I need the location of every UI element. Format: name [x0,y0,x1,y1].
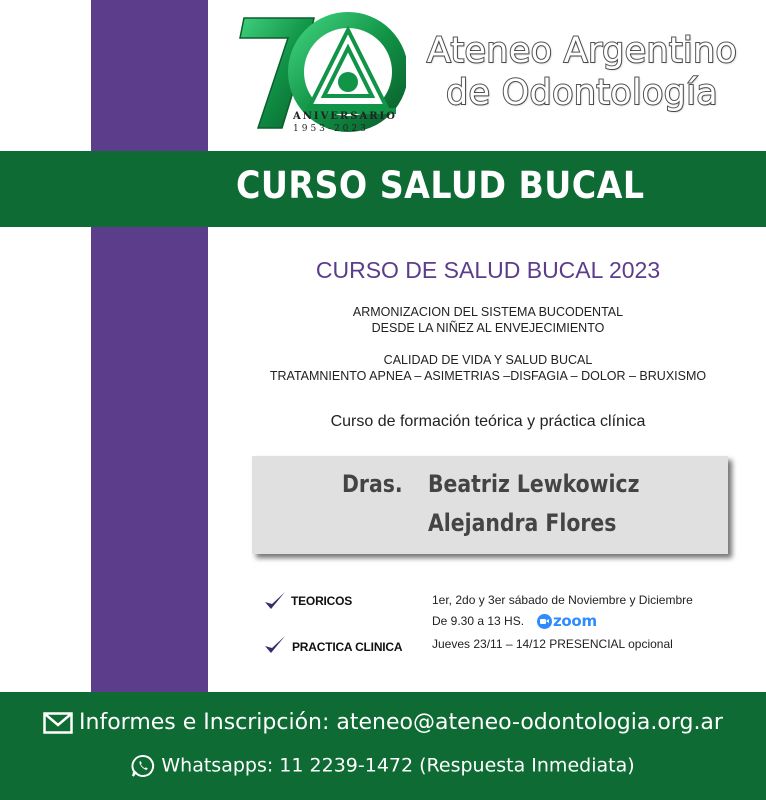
purple-vertical-bar [91,0,208,692]
description-block-2 [210,352,766,384]
zoom-icon [537,614,552,629]
checkmark-icon [263,634,287,656]
teoricos-label: TEORICOS [291,594,353,608]
whatsapp-icon [131,754,155,778]
course-banner-title: CURSO SALUD BUCAL [236,164,645,207]
doctors-prefix: Dras. [342,470,403,498]
description-block-1 [210,304,766,336]
zoom-logo [537,612,597,630]
course-subtitle: CURSO DE SALUD BUCAL 2023 [315,257,661,283]
teoricos-dates: 1er, 2do y 3er sábado de Noviembre y Diciembre [432,593,693,607]
footer-email-line [0,710,766,735]
logo-years-text: 1953-2023 [293,124,369,134]
email-text[interactable]: Informes e Inscripción: ateneo@ateneo-odontologia.org.ar [79,710,723,735]
teoricos-hours: De 9.30 a 13 HS. [432,614,525,628]
org-name-line1: Ateneo Argentino [426,31,738,71]
footer-whatsapp-line [0,754,766,778]
checkmark-icon [263,590,287,612]
org-name-line2: de Odontología [445,73,719,113]
doctors-box [252,456,728,554]
logo-anniversary-text: ANIVERSARIO [293,111,397,122]
whatsapp-text[interactable]: Whatsapps: 11 2239-1472 (Respuesta Inmediata) [161,754,635,777]
description-line: ARMONIZACION DEL SISTEMA BUCODENTAL [352,305,624,319]
doctor-name: Beatriz Lewkowicz [428,470,640,498]
zoom-text: zoom [553,612,597,630]
practica-dates: Jueves 23/11 – 14/12 PRESENCIAL opcional [432,637,673,651]
description-line: CALIDAD DE VIDA Y SALUD BUCAL [383,353,593,367]
formation-text: Curso de formación teórica y práctica clínica [330,413,646,430]
footer-band [0,692,766,800]
practica-label: PRACTICA CLINICA [292,640,403,654]
email-icon [43,712,73,734]
description-line: DESDE LA NIÑEZ AL ENVEJECIMIENTO [371,321,605,335]
description-line: TRATAMNIENTO APNEA – ASIMETRIAS –DISFAGIA – DOLOR – BRUXISMO [269,369,707,383]
doctor-name: Alejandra Flores [428,509,617,537]
organization-name [412,30,752,114]
